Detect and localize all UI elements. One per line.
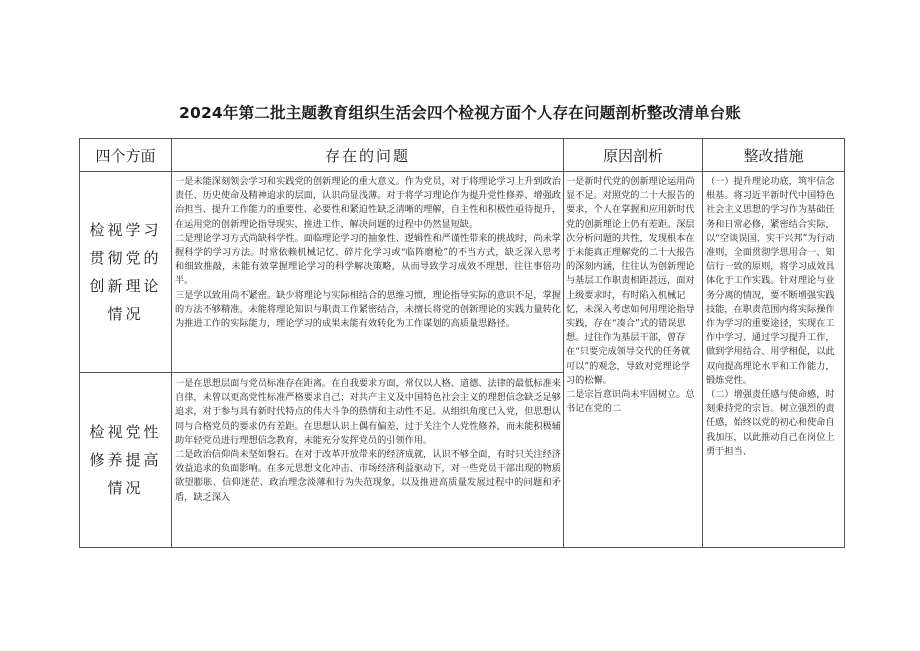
cause-item: 一是新时代党的创新理论运用尚显不足。对照党的二十大报告的要求，个人在掌握和应用新时代党的创新理论上仍有差距。深层次分析问题的共性，发现根本在于未能真正理解党的二十大报告的深刻内涵，往往认为创新理论与基层工作职责相距甚远，面对上级要求时，有时陷入机械记忆，未深入考虑如何用理论指导实践，存在“凑合”式的错误思想。过往作为基层干部，曾存在“只要完成领导交代的任务就可以”的观念，导致对党理论学习的松懈。: [566, 176, 695, 386]
header-problems: 存在的问题: [324, 146, 410, 165]
column-divider: [563, 139, 564, 547]
header-measures: 整改措施: [743, 146, 804, 165]
cause-item: 二是宗旨意识尚未牢固树立。总书记在党的二: [566, 389, 695, 415]
aspect-cell: [80, 172, 171, 372]
aspect-cell: [80, 373, 171, 547]
measures-cell: [706, 175, 841, 545]
measure-item: （二）增强责任感与使命感，时刻秉持党的宗旨。树立强烈的责任感，始终以党的初心和使命自我加压，以此推动自己在岗位上勇于担当、: [706, 389, 835, 457]
problem-item: 二是政治信仰尚未坚如磐石。在对于改革开放带来的经济成就，认识不够全面，有时只关注经济效益追求的负面影响。在多元思想文化冲击、市场经济利益驱动下，对一些党员干部出现的物质欲望膨胀、信仰迷茫、政治理念淡薄和行为失范现象，以及推进高质量发展过程中的问题和矛盾，缺乏深入: [175, 449, 561, 503]
page-title: 2024年第二批主题教育组织生活会四个检视方面个人存在问题剖析整改清单台账: [178, 104, 742, 122]
aspect-label: 检视学习贯彻党的创新理论情况: [89, 221, 162, 323]
problem-item: 一是在思想层面与党员标准存在距离。在自我要求方面，常仅以人格、道德、法律的最低标准来自律，未曾以更高党性标准严格要求自己；对共产主义及中国特色社会主义的理想信念缺乏足够追求，对于参与具有新时代特点的伟大斗争的热情和主动性不足。从组织角度已入党，但思想认同与合格党员的要求仍有差距。在思想认识上偶有偏差，过于关注个人党性修养，而未能积极辅助年轻党员进行理想信念教育，未能充分发挥党员的引领作用。: [175, 378, 561, 446]
problem-item: 一是未能深刻领会学习和实践党的创新理论的重大意义。作为党员，对于将理论学习上升到政治责任、历史使命及精神追求的层面，认识尚显浅薄。对于将学习理论作为提升党性修养、增强政治担当、提升工作能力的重要性、必要性和紧迫性缺乏清晰的理解，自主性和积极性亟待提升，在运用党的创新理论指导现实、推进工作、解决问题的过程中仍然显短缺。: [175, 176, 561, 230]
causes-cell: [566, 175, 699, 545]
header-aspect: 四个方面: [95, 146, 156, 165]
problem-item: 三是学以致用尚不紧密。缺少将理论与实际相结合的思维习惯，理论指导实际的意识不足，掌握的方法不够精准。未能将理论知识与职责工作紧密结合，未擅长将党的创新理论的实践力量转化为推进工作的实际能力，理论学习的成果未能有效转化为工作谋划的高质量思路径。: [175, 289, 561, 330]
column-divider: [171, 139, 172, 547]
aspect-label: 检视党性修养提高情况: [89, 423, 162, 497]
problems-cell: [175, 377, 561, 545]
measure-item: （一）提升理论功底，筑牢信念根基。将习近平新时代中国特色社会主义思想的学习作为基础任务和日常必修，紧密结合实际，以“空谈误国、实干兴邦”为行动准则，全面贯彻学思用合一、知信行一致的原则，将学习成效具体化于工作实践。针对理论与业务分离的情况，要不断增强实践技能，在职责范围内将实际操作作为学习的重要途径，实现在工作中学习、通过学习提升工作，做到学用结合、用学相促，以此双向提高理论水平和工作能力，锻炼党性。: [706, 176, 835, 386]
problem-item: 二是理论学习方式尚缺科学性。面临理论学习的抽象性、逻辑性和严谨性带来的挑战时，尚未掌握科学的学习方法。时常依赖机械记忆、碎片化学习或“临阵磨枪”的不当方式，缺乏深入思考和细致推敲，未能有效掌握理论学习的科学解决策略，从而导致学习成效不理想，往往事倍功半。: [175, 232, 561, 287]
header-causes: 原因剖析: [602, 146, 663, 165]
rectification-table: [79, 138, 845, 548]
problems-cell: [175, 175, 561, 371]
header-divider: [80, 171, 844, 172]
column-divider: [702, 139, 703, 547]
